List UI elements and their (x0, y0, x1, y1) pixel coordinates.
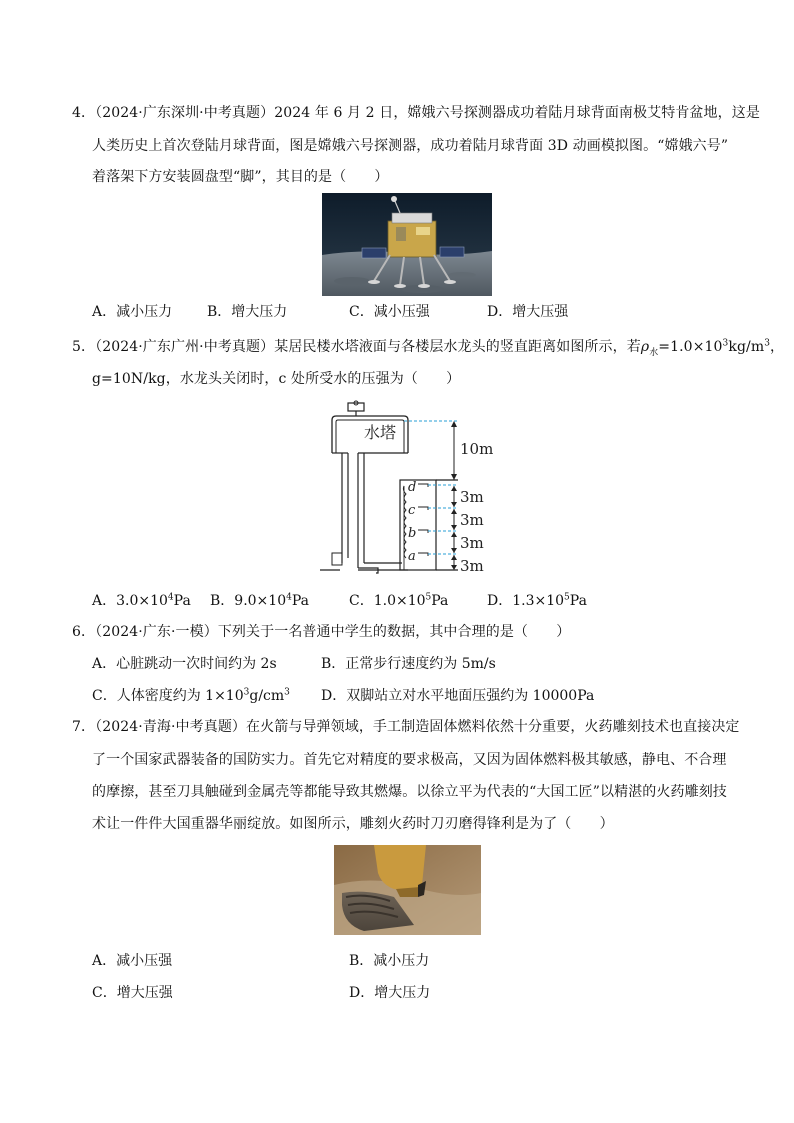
q5-option-c: C．$1.0\times 10^5Pa$ (349, 592, 449, 609)
carving-image (334, 845, 481, 935)
dist-label-3: 3m (460, 534, 484, 552)
q4-option-b: B．增大压力 (207, 304, 288, 320)
q7-text-line-3: 的摩擦，甚至刀具触碰到金属壳等都能导致其燃爆。以徐立平为代表的“大国工匠”以精湛的火药雕刻技 (92, 784, 727, 800)
tower-label: 水塔 (364, 423, 397, 442)
q5-option-d: D．$1.3\times 10^5Pa$ (487, 592, 587, 609)
q6-text-line-1: 6．（2024·广东·一模）下列关于一名普通中学生的数据，其中合理的是（ ） (72, 624, 571, 640)
q5-line-1b: =1.0×10 (658, 339, 723, 355)
q6-option-a: A．心脏跳动一次时间约为 2s (92, 656, 277, 672)
q5-text-line-1 (72, 337, 785, 358)
q4-text-line-1: 4．（2024·广东深圳·中考真题）2024 年 6 月 2 日，嫦娥六号探测器成功着陆月球背面南极艾特肯盆地，这是 (72, 105, 760, 121)
q5-exp-1: 3 (722, 338, 729, 349)
q5-text-line-2: g=10N/kg，水龙头关闭时，c 处所受水的压强为（ ） (92, 371, 461, 387)
q5-line-1a: 5．（2024·广东广州·中考真题）某居民楼水塔液面与各楼层水龙头的竖直距离如图所示，若 (72, 339, 641, 355)
q5-exp-2: 3 (764, 338, 771, 349)
q6-option-c: C．人体密度约为 $1\times 10^3g/cm^3$ (92, 687, 290, 704)
q4-option-c: C．减小压强 (349, 304, 430, 320)
q7-text-line-2: 了一个国家武器装备的国防实力。首先它对精度的要求极高，又因为固体燃料极其敏感，静电、不合理 (92, 752, 727, 768)
q4-option-a: A．减小压力 (92, 304, 173, 320)
dist-label-2: 3m (460, 511, 484, 529)
dist-label-1: 3m (460, 488, 484, 506)
tap-label-b: b (408, 526, 417, 541)
q5-line-1c: kg/m (728, 339, 765, 355)
q7-text-line-4: 术让一件件大国重器华丽绽放。如图所示，雕刻火药时刀刃磨得锋利是为了（ ） (92, 816, 614, 832)
q5-line-1d: ， (770, 339, 785, 355)
dist-label-top: 10m (460, 440, 494, 458)
q6-option-d: D．双脚站立对水平地面压强约为 10000Pa (321, 688, 595, 704)
q4-text-line-2: 人类历史上首次登陆月球背面，图是嫦娥六号探测器，成功着陆月球背面 3D 动画模拟图。“嫦娥六号” (92, 138, 729, 154)
water-tower-diagram (318, 398, 498, 580)
q6-option-b: B．正常步行速度约为 5m/s (321, 656, 496, 672)
q7-option-d: D．增大压力 (349, 985, 431, 1001)
dist-label-4: 3m (460, 557, 484, 575)
q4-text-line-3: 着落架下方安装圆盘型“脚”，其目的是（ ） (92, 169, 389, 185)
q7-text-line-1: 7．（2024·青海·中考真题）在火箭与导弹领域，手工制造固体燃料依然十分重要，火药雕刻技术也直接决定 (72, 719, 740, 735)
tap-label-d: d (408, 480, 417, 495)
rho-symbol: ρ (640, 339, 650, 355)
tap-label-c: c (408, 503, 416, 518)
tap-label-a: a (408, 549, 416, 564)
q5-option-a: A．$3.0\times 10^4Pa$ (92, 592, 191, 609)
q4-option-d: D．增大压强 (487, 304, 569, 320)
q7-option-c: C．增大压强 (92, 985, 173, 1001)
lander-image (322, 193, 492, 296)
q5-option-b: B．$9.0\times 10^4Pa$ (210, 592, 309, 609)
q7-option-a: A．减小压强 (92, 953, 173, 969)
q7-option-b: B．减小压力 (349, 953, 430, 969)
rho-subscript: 水 (649, 347, 659, 358)
